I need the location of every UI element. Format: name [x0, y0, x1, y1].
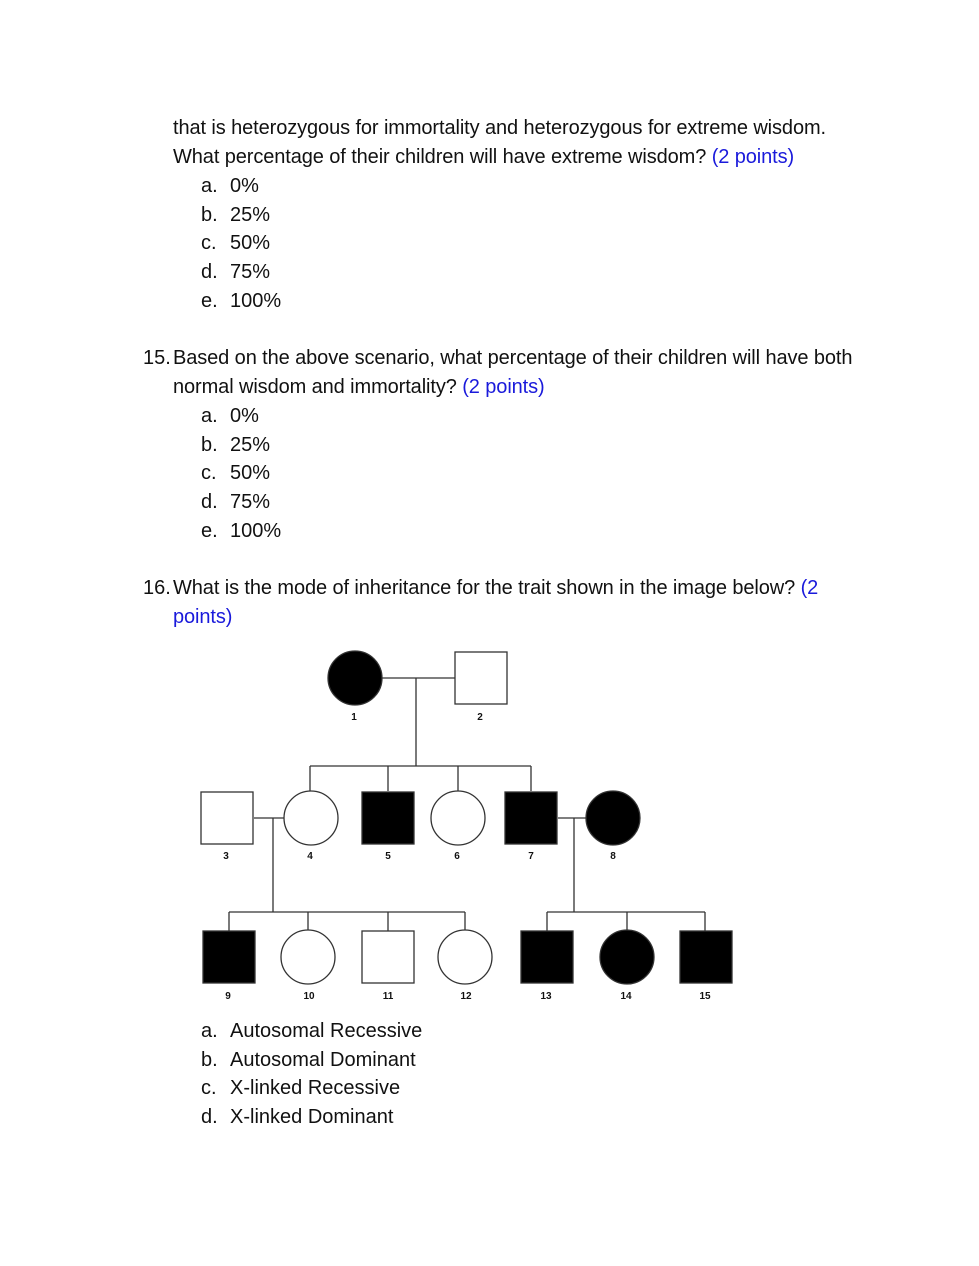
- pedigree-label-5: 5: [385, 851, 391, 862]
- pedigree-label-13: 13: [540, 991, 552, 1002]
- q14-option-d: d. 75%: [201, 261, 271, 283]
- q14-option-b: b. 25%: [201, 204, 271, 226]
- q16-points-part2: points): [173, 606, 233, 628]
- q16-question: What is the mode of inheritance for the trait shown in the image below?: [173, 577, 796, 599]
- q15-text-line-1: Based on the above scenario, what percentage of their children will have both: [173, 347, 853, 369]
- pedigree-label-12: 12: [460, 991, 472, 1002]
- pedigree-individual-3: [201, 792, 253, 844]
- pedigree-individual-8: [586, 791, 640, 845]
- pedigree-label-1: 1: [351, 712, 357, 723]
- pedigree-individual-5: [362, 792, 414, 844]
- pedigree-label-15: 15: [699, 991, 711, 1002]
- pedigree-individual-11: [362, 931, 414, 983]
- pedigree-label-8: 8: [610, 851, 616, 862]
- q15-option-a: a. 0%: [201, 405, 259, 427]
- q16-option-d: d. X-linked Dominant: [201, 1106, 394, 1128]
- pedigree-label-10: 10: [303, 991, 315, 1002]
- pedigree-individuals: [201, 651, 732, 1002]
- q16-option-c: c. X-linked Recessive: [201, 1077, 401, 1099]
- q16-option-a: a. Autosomal Recessive: [201, 1020, 423, 1042]
- q14-text-line-1: that is heterozygous for immortality and heterozygous for extreme wisdom.: [173, 117, 826, 139]
- q14-option-e: e. 100%: [201, 290, 282, 312]
- q16-points-part1: (2: [800, 577, 819, 599]
- pedigree-label-14: 14: [620, 991, 632, 1002]
- q15-number: 15.: [143, 347, 171, 369]
- pedigree-individual-1: [328, 651, 382, 705]
- pedigree-label-6: 6: [454, 851, 460, 862]
- q16-option-b: b. Autosomal Dominant: [201, 1049, 416, 1071]
- pedigree-individual-10: [281, 930, 335, 984]
- q16-number: 16.: [143, 577, 171, 599]
- pedigree-individual-12: [438, 930, 492, 984]
- pedigree-individual-2: [455, 652, 507, 704]
- q14-question: What percentage of their children will have extreme wisdom?: [173, 146, 707, 168]
- pedigree-individual-15: [680, 931, 732, 983]
- q15-option-b: b. 25%: [201, 434, 271, 456]
- pedigree-individual-9: [203, 931, 255, 983]
- q14-points: (2 points): [711, 146, 795, 168]
- pedigree-label-11: 11: [382, 991, 394, 1002]
- pedigree-individual-4: [284, 791, 338, 845]
- q14-option-c: c. 50%: [201, 232, 271, 254]
- pedigree-label-3: 3: [223, 851, 229, 862]
- pedigree-individual-14: [600, 930, 654, 984]
- pedigree-label-7: 7: [528, 851, 534, 862]
- pedigree-individual-6: [431, 791, 485, 845]
- q15-points: (2 points): [462, 376, 545, 398]
- pedigree-label-4: 4: [307, 851, 313, 862]
- pedigree-individual-7: [505, 792, 557, 844]
- q15-option-c: c. 50%: [201, 462, 271, 484]
- q14-option-a: a. 0%: [201, 175, 259, 197]
- q15-option-d: d. 75%: [201, 491, 271, 513]
- pedigree-label-9: 9: [225, 991, 231, 1002]
- pedigree-individual-13: [521, 931, 573, 983]
- q15-option-e: e. 100%: [201, 520, 282, 542]
- pedigree-label-2: 2: [477, 712, 483, 723]
- q15-question: normal wisdom and immortality?: [173, 376, 457, 398]
